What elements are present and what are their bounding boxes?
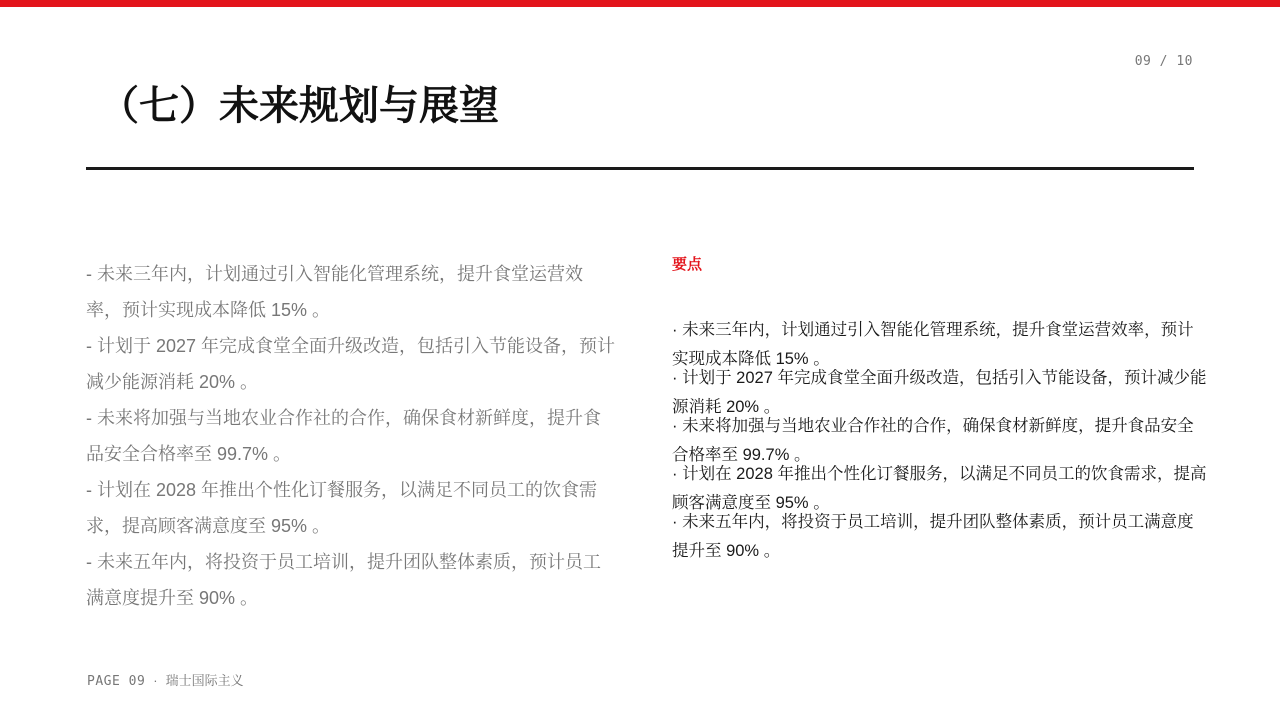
list-item: - 未来三年内，计划通过引入智能化管理系统，提升食堂运营效率，预计实现成本降低 15% 。	[86, 264, 583, 320]
list-item: - 未来五年内，将投资于员工培训，提升团队整体素质，预计员工满意度提升至 90% 。	[86, 552, 601, 608]
top-accent-bar	[0, 0, 1280, 7]
keypoint-item: · 未来五年内，将投资于员工培训，提升团队整体素质，预计员工满意度提升至 90% 。	[672, 513, 1194, 560]
title-divider	[86, 167, 1194, 170]
keypoint-item: · 计划在 2028 年推出个性化订餐服务，以满足不同员工的饮食需求，提高顾客满意度至 95% 。	[672, 465, 1207, 512]
list-item: - 计划在 2028 年推出个性化订餐服务，以满足不同员工的饮食需求，提高顾客满意度至 95% 。	[86, 480, 598, 536]
footer-page-label: PAGE 09	[87, 674, 146, 689]
main-content-list	[86, 256, 616, 616]
footer-separator: ·	[153, 673, 158, 688]
keypoints-panel	[672, 254, 1207, 560]
list-item: - 未来将加强与当地农业合作社的合作，确保食材新鲜度，提升食品安全合格率至 99.7% 。	[86, 408, 601, 464]
footer-brand: 瑞士国际主义	[165, 673, 244, 688]
keypoints-heading: 要点	[672, 256, 703, 273]
footer	[87, 670, 244, 689]
keypoints-list	[672, 316, 1207, 566]
keypoint-item: · 计划于 2027 年完成食堂全面升级改造，包括引入节能设备，预计减少能源消耗 20% 。	[672, 369, 1207, 416]
list-item: - 计划于 2027 年完成食堂全面升级改造，包括引入节能设备，预计减少能源消耗 20% 。	[86, 336, 616, 392]
page-counter: 09 / 10	[1134, 54, 1193, 69]
keypoint-item: · 未来将加强与当地农业合作社的合作，确保食材新鲜度，提升食品安全合格率至 99.7% 。	[672, 417, 1194, 464]
page-title: （七）未来规划与展望	[99, 83, 499, 129]
keypoint-item: · 未来三年内，计划通过引入智能化管理系统，提升食堂运营效率，预计实现成本降低 15% 。	[672, 321, 1194, 368]
